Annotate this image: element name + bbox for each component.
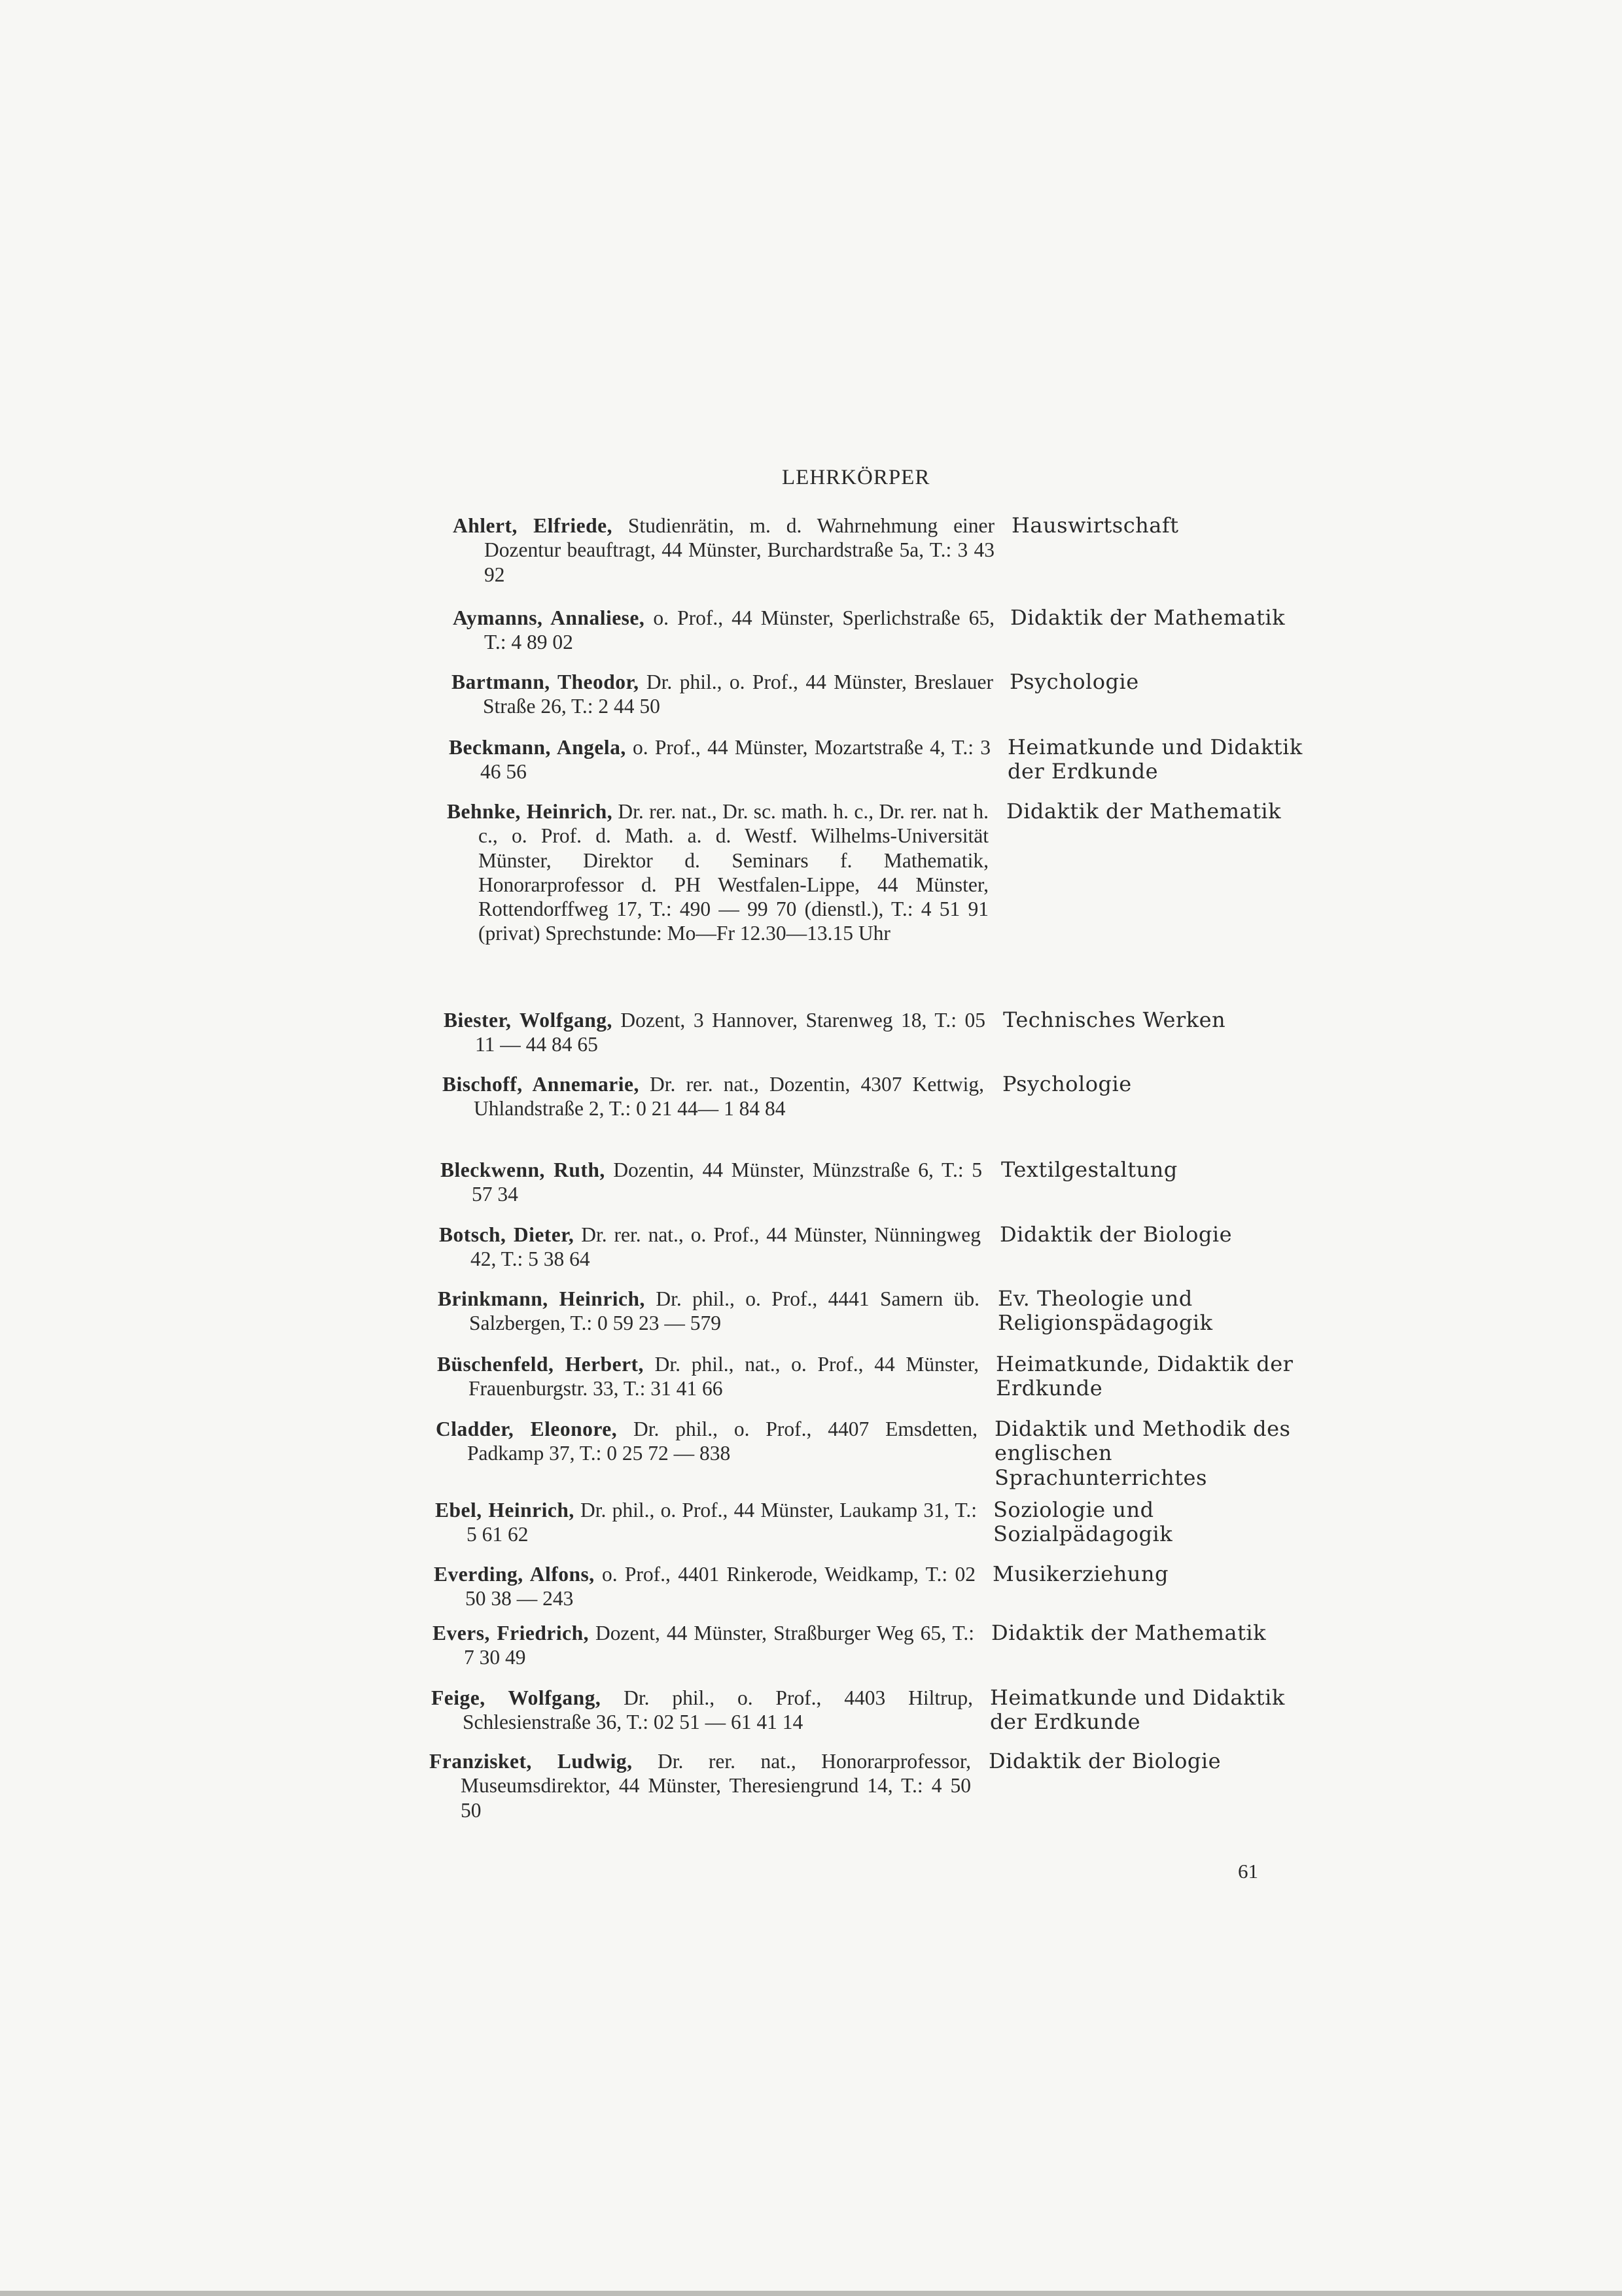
- entry-details: Dr. rer. nat., Dr. sc. math. h. c., Dr. rer. nat h. c., o. Prof. d. Math. a. d. Westf. Wilhelms-Universität Münster, Direktor d. Seminars f. Mathematik, Honorarprofessor d. PH Westfalen-Lippe, 44 Münster, Rottendorffweg 17, T.: 490 — 99 70 (dienstl.), T.: 4 51 91 (privat) Sprechstunde: Mo—Fr 12.30—13.15 Uhr: [478, 800, 989, 945]
- entry-name: Botsch, Dieter,: [439, 1223, 574, 1246]
- entry-name: Brinkmann, Heinrich,: [438, 1287, 645, 1310]
- entry-details: Dr. rer. nat., Dozentin, 4307 Kettwig, Uhlandstraße 2, T.: 0 21 44— 1 84 84: [474, 1073, 985, 1121]
- entry-details: o. Prof., 44 Münster, Sperlichstraße 65, T.: 4 89 02: [484, 606, 995, 654]
- entry-name: Biester, Wolfgang,: [444, 1009, 612, 1032]
- entry-details: Dr. phil., o. Prof., 44 Münster, Breslauer Straße 26, T.: 2 44 50: [483, 670, 993, 718]
- entry-subject: Heimatkunde und Didaktik der Erdkunde: [1008, 735, 1303, 784]
- entry-subject: Heimatkunde und Didaktik der Erdkunde: [990, 1685, 1285, 1735]
- entry-details: o. Prof., 44 Münster, Mozartstraße 4, T.: 3 46 56: [480, 736, 991, 784]
- entry-name: Ebel, Heinrich,: [435, 1499, 574, 1522]
- entry-details: Dr. rer. nat., o. Prof., 44 Münster, Nünningweg 42, T.: 5 38 64: [470, 1223, 981, 1271]
- entry-subject: Musikerziehung: [993, 1561, 1169, 1586]
- entry-subject: Didaktik der Mathematik: [1006, 799, 1282, 824]
- entry-name: Bartmann, Theodor,: [451, 670, 639, 693]
- entry-name: Franzisket, Ludwig,: [429, 1750, 633, 1773]
- entry-name: Beckmann, Angela,: [449, 736, 626, 759]
- entry-subject: Soziologie und Sozialpädagogik: [993, 1497, 1173, 1547]
- entry-name: Büschenfeld, Herbert,: [437, 1353, 644, 1376]
- entry-subject: Ev. Theologie und Religionspädagogik: [998, 1286, 1213, 1336]
- scan-edge: [0, 2291, 1622, 2296]
- entry-details: Dr. phil., nat., o. Prof., 44 Münster, Frauenburgstr. 33, T.: 31 41 66: [468, 1353, 979, 1400]
- entry-name: Ahlert, Elfriede,: [453, 514, 613, 537]
- entry-subject: Psychologie: [1010, 669, 1139, 694]
- entry-details: Dozent, 44 Münster, Straßburger Weg 65, T.: 7 30 49: [464, 1622, 975, 1669]
- entry-details: Dr. phil., o. Prof., 4407 Emsdetten, Padkamp 37, T.: 0 25 72 — 838: [467, 1418, 978, 1465]
- entry-details: Dr. phil., o. Prof., 4441 Samern üb. Salzbergen, T.: 0 59 23 — 579: [469, 1287, 979, 1335]
- entry-name: Everding, Alfons,: [434, 1563, 595, 1586]
- entry-name: Bleckwenn, Ruth,: [440, 1158, 605, 1181]
- entry-name: Bischoff, Annemarie,: [442, 1073, 639, 1096]
- entry-details: Dr. phil., o. Prof., 4403 Hiltrup, Schlesienstraße 36, T.: 02 51 — 61 41 14: [463, 1686, 973, 1734]
- entry-details: Dr. phil., o. Prof., 44 Münster, Laukamp 31, T.: 5 61 62: [467, 1499, 977, 1546]
- entry-name: Feige, Wolfgang,: [431, 1686, 601, 1709]
- entry-subject: Psychologie: [1002, 1071, 1132, 1096]
- entry-details: Dr. rer. nat., Honorarprofessor, Museumsdirektor, 44 Münster, Theresiengrund 14, T.: 4 50 50: [461, 1750, 971, 1822]
- entry-subject: Technisches Werken: [1003, 1007, 1226, 1032]
- entry-details: Studienrätin, m. d. Wahrnehmung einer Dozentur beauftragt, 44 Münster, Burchardstraße 5a, T.: 3 43 92: [484, 514, 995, 586]
- entry-subject: Didaktik und Methodik des englischen Sprachunterrichtes: [995, 1416, 1291, 1490]
- entry-subject: Didaktik der Mathematik: [991, 1620, 1267, 1645]
- entry-name: Evers, Friedrich,: [432, 1622, 589, 1644]
- entry-name: Behnke, Heinrich,: [447, 800, 613, 823]
- entry-subject: Didaktik der Biologie: [989, 1748, 1222, 1773]
- entry-subject: Textilgestaltung: [1001, 1157, 1178, 1182]
- entry-subject: Didaktik der Biologie: [1000, 1222, 1233, 1247]
- entry-name: Aymanns, Annaliese,: [453, 606, 645, 629]
- page-title: LEHRKÖRPER: [782, 466, 930, 489]
- entry-subject: Hauswirtschaft: [1012, 513, 1179, 538]
- entry-subject: Heimatkunde, Didaktik der Erdkunde: [996, 1351, 1294, 1401]
- entry-details: o. Prof., 4401 Rinkerode, Weidkamp, T.: 02 50 38 — 243: [465, 1563, 976, 1610]
- entry-name: Cladder, Eleonore,: [436, 1418, 618, 1440]
- entry-details: Dozentin, 44 Münster, Münzstraße 6, T.: 5 57 34: [472, 1158, 983, 1206]
- entry-subject: Didaktik der Mathematik: [1010, 605, 1286, 630]
- page-number: 61: [1238, 1860, 1258, 1883]
- entry-details: Dozent, 3 Hannover, Starenweg 18, T.: 05 11 — 44 84 65: [475, 1009, 986, 1056]
